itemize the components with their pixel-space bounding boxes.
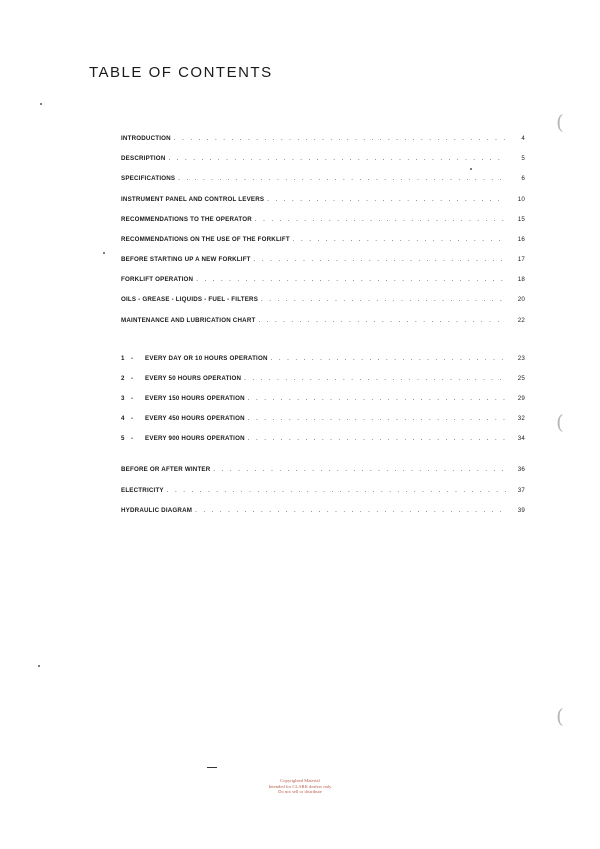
toc-page-number: 25 [517, 375, 525, 382]
toc-entry-introduction[interactable] [121, 135, 525, 147]
toc-label: INTRODUCTION [121, 135, 171, 142]
leader-dots [169, 155, 507, 162]
toc-entry-hydraulic-diagram[interactable] [121, 507, 525, 519]
leader-dots [293, 236, 506, 243]
toc-label: EVERY 50 HOURS OPERATION [145, 375, 242, 382]
toc-page-number: 39 [517, 507, 525, 514]
toc-item-dash: - [131, 395, 134, 402]
toc-entry-maintenance-1[interactable] [121, 355, 525, 367]
scan-speck [470, 168, 472, 170]
toc-page-number: 18 [517, 276, 525, 283]
toc-entry-maintenance-2[interactable] [121, 375, 525, 387]
scan-bracket-mark: ( [556, 410, 564, 434]
toc-page-number: 22 [517, 317, 525, 324]
scan-speck [103, 252, 105, 254]
leader-dots [195, 507, 506, 514]
toc-item-dash: - [131, 415, 134, 422]
leader-dots [258, 317, 506, 324]
toc-label: BEFORE OR AFTER WINTER [121, 466, 211, 473]
toc-entry-winter[interactable] [121, 466, 525, 478]
leader-dots [255, 216, 506, 223]
toc-entry-maintenance-chart[interactable] [121, 317, 525, 329]
leader-dots [261, 296, 506, 303]
toc-entry-oils-grease[interactable] [121, 296, 525, 308]
toc-label: MAINTENANCE AND LUBRICATION CHART [121, 317, 256, 324]
leader-dots [178, 175, 506, 182]
scan-dash-mark [207, 767, 217, 768]
toc-item-number: 4 [121, 415, 125, 422]
toc-label: OILS - GREASE - LIQUIDS - FUEL - FILTERS [121, 296, 259, 303]
toc-page-number: 37 [517, 487, 525, 494]
leader-dots [213, 466, 506, 473]
toc-page-number: 34 [517, 435, 525, 442]
leader-dots [254, 256, 506, 263]
toc-entry-description[interactable] [121, 155, 525, 167]
toc-page-number: 6 [521, 175, 525, 182]
toc-item-number: 3 [121, 395, 125, 402]
toc-item-dash: - [131, 375, 134, 382]
copyright-line: Do not sell or distribute [278, 789, 322, 794]
leader-dots [167, 487, 506, 494]
leader-dots [248, 435, 506, 442]
leader-dots [174, 135, 506, 142]
toc-item-dash: - [131, 435, 134, 442]
toc-label: RECOMMENDATIONS TO THE OPERATOR [121, 216, 252, 223]
toc-label: INSTRUMENT PANEL AND CONTROL LEVERS [121, 196, 265, 203]
copyright-line: Intended for CLARK dealers only [268, 783, 332, 789]
toc-page-number: 23 [517, 355, 525, 362]
toc-entry-electricity[interactable] [121, 487, 525, 499]
toc-entry-use-recommendations[interactable] [121, 236, 525, 248]
toc-item-number: 5 [121, 435, 125, 442]
toc-page-number: 17 [517, 256, 525, 263]
copyright-stamp [250, 778, 350, 795]
toc-page-number: 4 [521, 135, 525, 142]
toc-entry-specifications[interactable] [121, 175, 525, 187]
toc-page-number: 5 [521, 155, 525, 162]
toc-page-number: 32 [517, 415, 525, 422]
toc-item-dash: - [131, 355, 134, 362]
toc-entry-maintenance-3[interactable] [121, 395, 525, 407]
toc-label: EVERY DAY OR 10 HOURS OPERATION [145, 355, 268, 362]
toc-label: DESCRIPTION [121, 155, 166, 162]
toc-page-number: 20 [517, 296, 525, 303]
toc-label: BEFORE STARTING UP A NEW FORKLIFT [121, 256, 251, 263]
toc-page-number: 36 [517, 466, 525, 473]
toc-entry-forklift-operation[interactable] [121, 276, 525, 288]
toc-page-number: 10 [517, 196, 525, 203]
toc-label: RECOMMENDATIONS ON THE USE OF THE FORKLIFT [121, 236, 290, 243]
toc-entry-operator-recommendations[interactable] [121, 216, 525, 228]
leader-dots [248, 395, 506, 402]
toc-label: ELECTRICITY [121, 487, 164, 494]
leader-dots [271, 355, 506, 362]
leader-dots [244, 375, 506, 382]
scan-bracket-mark: ( [556, 110, 564, 134]
toc-label: EVERY 450 HOURS OPERATION [145, 415, 245, 422]
page-title: TABLE OF CONTENTS [89, 64, 273, 81]
toc-label: FORKLIFT OPERATION [121, 276, 194, 283]
scan-bracket-mark: ( [556, 704, 564, 728]
scan-speck [40, 103, 42, 105]
toc-entry-maintenance-4[interactable] [121, 415, 525, 427]
toc-item-number: 1 [121, 355, 125, 362]
toc-label: SPECIFICATIONS [121, 175, 176, 182]
toc-entry-before-starting[interactable] [121, 256, 525, 268]
toc-entry-maintenance-5[interactable] [121, 435, 525, 447]
scan-speck [38, 665, 40, 667]
toc-page-number: 16 [517, 236, 525, 243]
copyright-line: Copyrighted Material [280, 778, 320, 783]
toc-label: EVERY 900 HOURS OPERATION [145, 435, 245, 442]
leader-dots [248, 415, 506, 422]
toc-label: HYDRAULIC DIAGRAM [121, 507, 193, 514]
toc-page-number: 15 [517, 216, 525, 223]
toc-item-number: 2 [121, 375, 125, 382]
toc-label: EVERY 150 HOURS OPERATION [145, 395, 245, 402]
leader-dots [267, 196, 506, 203]
toc-entry-instrument-panel[interactable] [121, 196, 525, 208]
toc-page-number: 29 [517, 395, 525, 402]
leader-dots [196, 276, 506, 283]
